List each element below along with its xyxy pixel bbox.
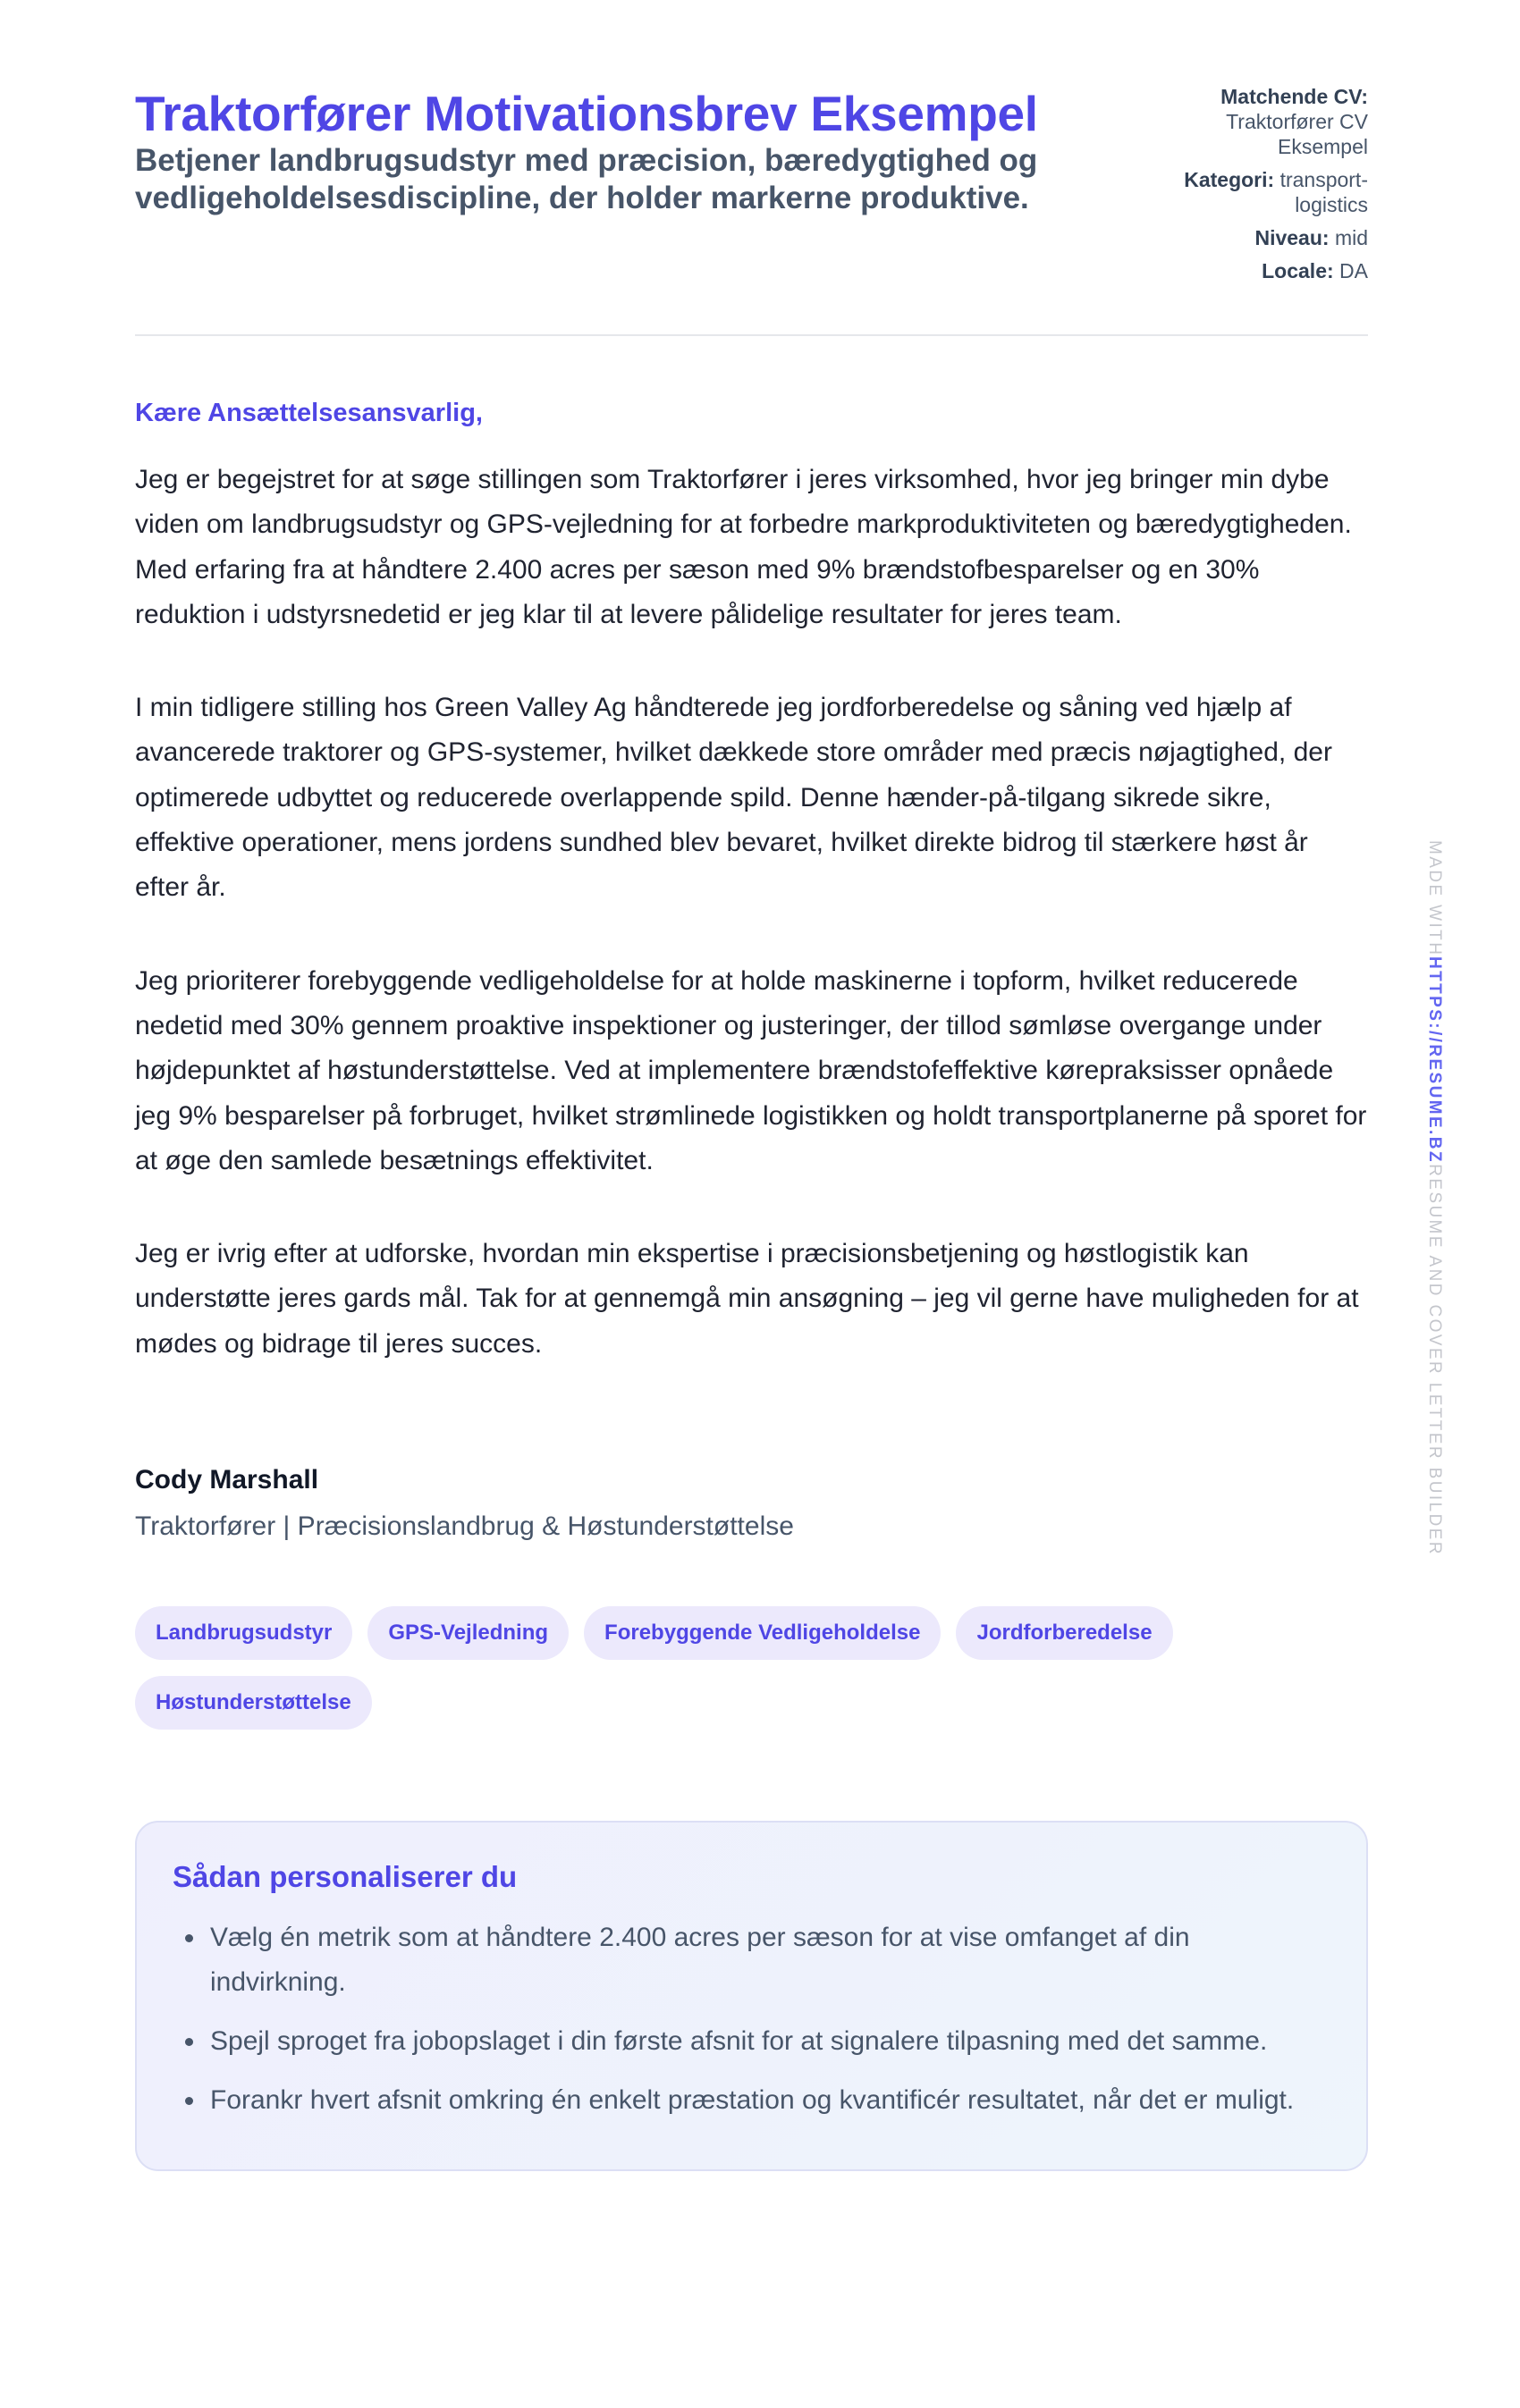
meta-locale: Locale: DA — [1262, 259, 1368, 282]
skill-tag: Landbrugsudstyr — [135, 1606, 352, 1660]
letter-paragraph: Jeg prioriterer forebyggende vedligeholdelse for at holde maskinerne i topform, hvilket reducerede nedetid med 30% gennem proaktive inspektioner og justeringer, der tillod sømløse overgange under højdepunktet af høstunderstøttelse. Ved at implementere brændstofeffektive kørepraksisser opnåede jeg 9% besparelser på forbruget, hvilket strømlinede logistikken og holdt transportplanerne på sporet for at øge den samlede besætnings effektivitet. — [135, 965, 1367, 1175]
page-subtitle: Betjener landbrugsudstyr med præcision, bæredygtighed og vedligeholdelsesdiscipline, der holder markerne produktive. — [135, 143, 1038, 215]
resume-bz-link[interactable]: HTTPS://RESUME.BZ — [1425, 956, 1444, 1165]
meta-level: Niveau: mid — [1254, 226, 1368, 249]
tips-list — [173, 1915, 1330, 2123]
tip-item: • Vælg én metrik som at håndtere 2.400 acres per sæson for at vise omfanget af din indvirkning. — [207, 1915, 1330, 2005]
tips-title: Sådan personaliserer du — [173, 1860, 518, 1894]
meta-category: Kategori: transport-logistics — [1184, 168, 1368, 216]
tip-item: • Spejl sproget fra jobopslaget i din første afsnit for at signalere tilpasning med det samme. — [207, 2019, 1330, 2064]
side-banner-prefix: MADE WITH — [1425, 840, 1444, 957]
skill-tags — [135, 1606, 1368, 1730]
skill-tag: Høstunderstøttelse — [135, 1676, 372, 1730]
letter-paragraph: Jeg er ivrig efter at udforske, hvordan min ekspertise i præcisionsbetjening og høstlogistik kan understøtte jeres gards mål. Tak for at gennemgå min ansøgning – jeg vil gerne have muligheden for at mødes og bidrage til jeres succes. — [135, 1239, 1359, 1359]
signature-name: Cody Marshall — [135, 1465, 319, 1495]
meta-info — [1153, 84, 1368, 291]
salutation: Kære Ansættelsesansvarlig, — [135, 399, 483, 427]
skill-tag: Jordforberedelse — [956, 1606, 1172, 1660]
side-banner — [1424, 840, 1444, 1556]
letter-paragraph: I min tidligere stilling hos Green Valley Ag håndterede jeg jordforberedelse og såning ved hjælp af avancerede traktorer og GPS-systemer, hvilket dækkede store områder med præcis nøjagtighed, der optimerede udbyttet og reducerede overlappende spild. Denne hænder-på-tilgang sikrede sikre, effektive operationer, mens jordens sundhed blev bevaret, hvilket direkte bidrog til stærkere høst år efter år. — [135, 693, 1332, 903]
cover-letter-page — [135, 0, 1368, 2171]
meta-matching-cv: Matchende CV: Traktorfører CV Eksempel — [1220, 85, 1368, 158]
page-title: Traktorfører Motivationsbrev Eksempel — [135, 86, 1038, 141]
signature-title: Traktorfører | Præcisionslandbrug & Høstunderstøttelse — [135, 1511, 794, 1542]
page-header — [135, 0, 1368, 336]
letter-paragraph: Jeg er begejstret for at søge stillingen som Traktorfører i jeres virksomhed, hvor jeg bringer min dybe viden om landbrugsudstyr og GPS-vejledning for at forbedre markproduktiviteten og bæredygtigheden. Med erfaring fra at håndtere 2.400 acres per sæson med 9% brændstofbesparelser og en 30% reduktion i udstyrsnedetid er jeg klar til at levere pålidelige resultater for jeres team. — [135, 465, 1352, 629]
skill-tag: Forebyggende Vedligeholdelse — [584, 1606, 941, 1660]
personalization-tips — [135, 1821, 1368, 2171]
side-banner-suffix: RESUME AND COVER LETTER BUILDER — [1425, 1164, 1444, 1556]
skill-tag: GPS-Vejledning — [367, 1606, 569, 1660]
tip-item: • Forankr hvert afsnit omkring én enkelt præstation og kvantificér resultatet, når det er muligt. — [207, 2078, 1330, 2123]
